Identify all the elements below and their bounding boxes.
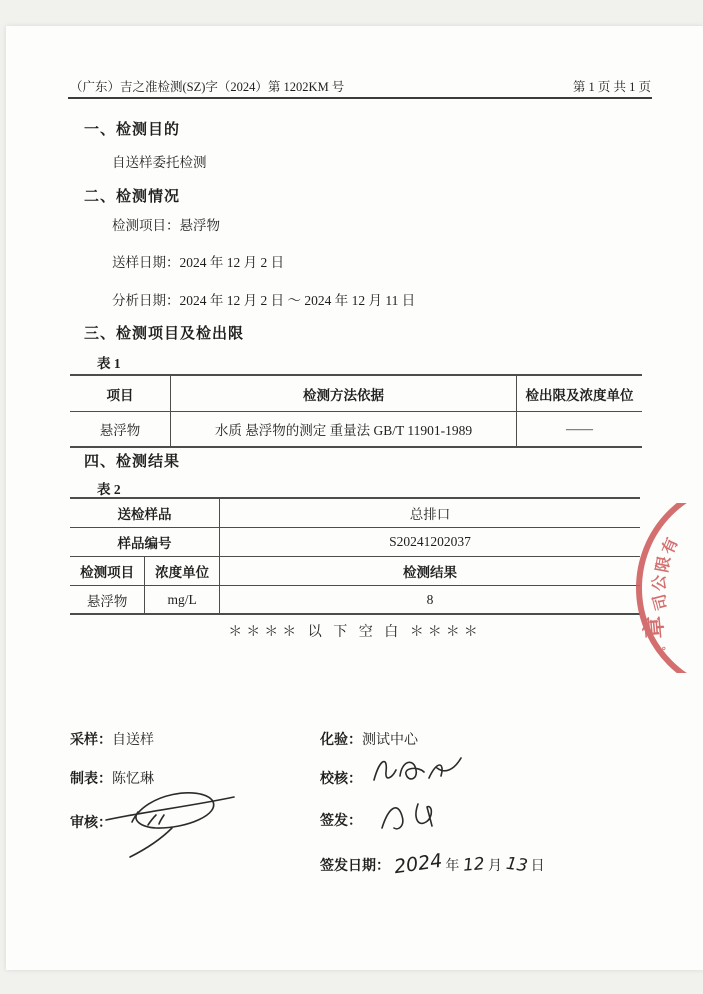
seal-ring-char: 有 — [659, 535, 682, 558]
table2-header-item: 检测项目 — [70, 557, 145, 586]
table2-code-value: S20241202037 — [220, 528, 641, 557]
lab-value: 测试中心 — [362, 733, 418, 748]
table1-header-limit: 检出限及浓度单位 — [517, 375, 643, 412]
table1-caption: 表 1 — [97, 356, 121, 371]
sampling-label: 采样： — [70, 733, 112, 748]
section2-title: 二、检测情况 — [84, 189, 181, 205]
header-rule — [68, 97, 652, 99]
table1-header-method: 检测方法依据 — [171, 375, 517, 412]
issue-date-line — [320, 849, 545, 879]
table-row — [70, 375, 642, 412]
issue-date-month-handwritten: 12 — [462, 854, 486, 876]
review-label: 审核： — [70, 816, 112, 831]
tabulate-label: 制表： — [70, 772, 112, 787]
page-indicator: 第 1 页 共 1 页 — [572, 80, 651, 94]
section1-title: 一、检测目的 — [84, 122, 181, 138]
analysis-date-line: 分析日期：2024 年 12 月 2 日 ～ 2024 年 12 月 11 日 — [112, 293, 416, 308]
company-seal-icon — [628, 503, 703, 673]
result-table — [70, 497, 640, 615]
issue-date-day-unit: 日 — [530, 859, 545, 874]
issue-line — [320, 810, 362, 830]
issue-date-day-handwritten: 13 — [504, 853, 529, 877]
issue-date-month-unit: 月 — [488, 859, 502, 874]
sampling-value: 自送样 — [112, 733, 154, 748]
table1-cell-item: 悬浮物 — [70, 412, 171, 448]
seal-ring-char: 限 — [654, 554, 674, 574]
table2-code-label: 样品编号 — [70, 528, 220, 557]
check-line — [320, 768, 362, 788]
blank-below-note: ＊＊＊＊ 以 下 空 白 ＊＊＊＊ — [228, 625, 482, 640]
table-row — [70, 498, 640, 528]
table2-cell-item: 悬浮物 — [70, 586, 145, 615]
table2-sample-value: 总排口 — [220, 498, 641, 528]
table2-cell-unit: mg/L — [145, 586, 220, 615]
table2-header-unit: 浓度单位 — [145, 557, 220, 586]
table1-header-item: 项目 — [70, 375, 171, 412]
table2-caption: 表 2 — [97, 482, 121, 497]
table2-header-result: 检测结果 — [220, 557, 641, 586]
document-number: （广东）吉之准检测(SZ)字（2024）第 1202KM 号 — [70, 80, 345, 94]
issue-date-year-unit: 年 — [445, 859, 460, 874]
issue-date-year-handwritten: 2024 — [392, 849, 444, 879]
seal-ring-char: 公 — [651, 574, 669, 592]
tabulate-value: 陈忆琳 — [112, 772, 154, 787]
lab-line — [320, 729, 418, 749]
method-table — [70, 374, 642, 448]
lab-label: 化验： — [320, 733, 362, 748]
table-row — [70, 412, 642, 448]
review-signature-icon — [100, 782, 245, 862]
table1-cell-limit: —— — [517, 412, 643, 448]
sampling-line — [70, 729, 154, 749]
check-signature-icon — [366, 748, 466, 792]
section1-body: 自送样委托检测 — [112, 155, 207, 170]
issue-signature-icon — [372, 792, 457, 837]
seal-dot: 。 — [662, 641, 672, 652]
table2-sample-label: 送检样品 — [70, 498, 220, 528]
section4-title: 四、检测结果 — [84, 454, 181, 470]
test-item-line: 检测项目：悬浮物 — [112, 218, 220, 233]
table-row — [70, 528, 640, 557]
sample-date-line: 送样日期：2024 年 12 月 2 日 — [112, 255, 285, 270]
section3-title: 三、检测项目及检出限 — [84, 326, 245, 342]
issue-date-label: 签发日期： — [320, 859, 390, 874]
check-label: 校核： — [320, 772, 362, 787]
issue-label: 签发： — [320, 814, 362, 829]
table1-cell-method: 水质 悬浮物的测定 重量法 GB/T 11901-1989 — [171, 412, 517, 448]
seal-center-char: 章 — [640, 614, 668, 641]
table-row — [70, 586, 640, 615]
table-row — [70, 557, 640, 586]
table2-cell-result: 8 — [220, 586, 641, 615]
seal-ring-char: 司 — [651, 591, 672, 612]
